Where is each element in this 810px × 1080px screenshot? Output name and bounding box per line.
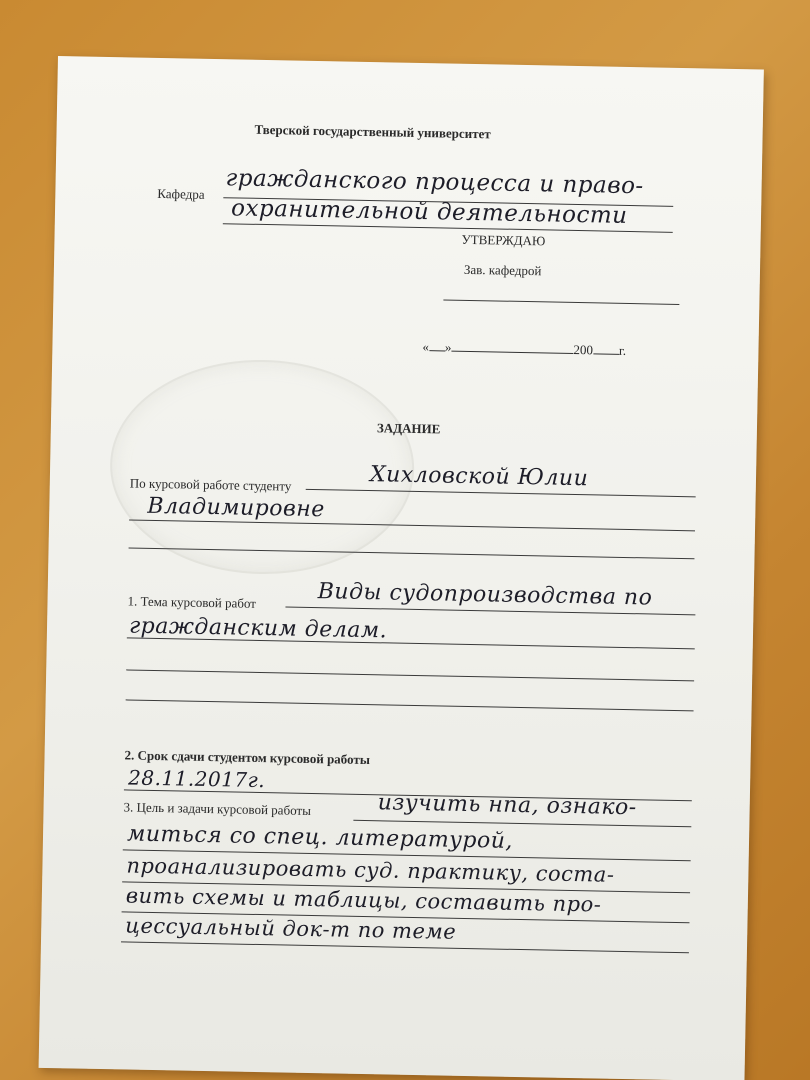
topic-line1: Виды судопроизводства по bbox=[317, 579, 653, 611]
date-quote-open: « bbox=[422, 339, 430, 355]
date-year-blank bbox=[593, 353, 619, 354]
goals-line4: вить схемы и таблицы, составить про- bbox=[125, 883, 602, 917]
date-line bbox=[422, 339, 626, 359]
topic-rule-4 bbox=[126, 699, 694, 711]
student-name-line1: Хихловской Юлии bbox=[369, 462, 589, 492]
topic-rule-3 bbox=[126, 669, 694, 681]
approve-label: УТВЕРЖДАЮ bbox=[461, 231, 546, 249]
kafedra-label: Кафедра bbox=[157, 185, 205, 202]
deadline-label: 2. Срок сдачи студентом курсовой работы bbox=[124, 747, 371, 768]
goals-line5: цессуальный док-т по теме bbox=[125, 913, 457, 944]
goals-label: 3. Цель и задачи курсовой работы bbox=[123, 799, 312, 818]
kafedra-handwritten-line2: охранительной деятельности bbox=[230, 195, 628, 229]
student-name-line2: Владимировне bbox=[147, 493, 326, 523]
student-label: По курсовой работе студенту bbox=[129, 475, 292, 494]
goals-rule-5 bbox=[121, 941, 689, 953]
topic-rule-2 bbox=[127, 637, 695, 649]
signature-line bbox=[443, 299, 679, 305]
date-month-blank bbox=[451, 351, 573, 354]
date-suffix: г. bbox=[618, 342, 627, 358]
date-day-blank bbox=[429, 350, 445, 351]
university-name: Тверской государственный университет bbox=[254, 121, 491, 142]
goals-line2: миться со спец. литературой, bbox=[126, 821, 514, 854]
task-heading: ЗАДАНИЕ bbox=[376, 420, 441, 437]
goals-line3: проанализировать суд. практику, соста- bbox=[126, 853, 615, 887]
topic-line2: гражданским делам. bbox=[128, 613, 388, 644]
date-year: 200 bbox=[573, 341, 594, 358]
deadline-value: 28.11.2017г. bbox=[127, 765, 266, 793]
document-sheet bbox=[39, 56, 764, 1080]
topic-label: 1. Тема курсовой работ bbox=[127, 593, 257, 611]
head-of-dept-label: Зав. кафедрой bbox=[463, 261, 542, 279]
goals-line1: изучить нпа, ознако- bbox=[377, 790, 637, 821]
kafedra-handwritten-line1: гражданского процесса и право- bbox=[225, 165, 644, 200]
date-quote-close: » bbox=[444, 339, 452, 355]
